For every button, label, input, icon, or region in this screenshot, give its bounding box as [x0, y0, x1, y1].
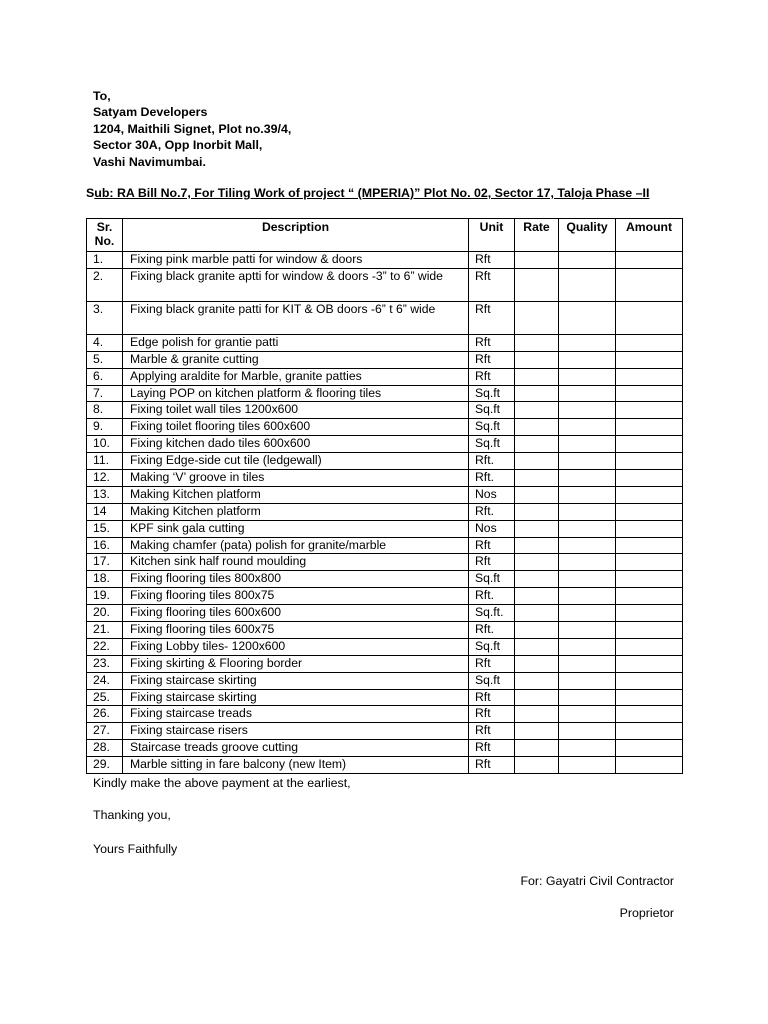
table-row — [87, 520, 683, 537]
row-description: Fixing toilet flooring tiles 600x600 — [123, 419, 469, 436]
bill-table — [86, 218, 683, 774]
row-quality — [559, 419, 616, 436]
row-amount — [616, 706, 683, 723]
row-unit: Rft. — [469, 470, 515, 487]
row-description: Staircase treads groove cutting — [123, 740, 469, 757]
row-quality — [559, 351, 616, 368]
row-description: Fixing staircase treads — [123, 706, 469, 723]
row-rate — [515, 588, 559, 605]
row-sr-no: 2. — [87, 268, 123, 301]
row-quality — [559, 503, 616, 520]
row-sr-no: 28. — [87, 740, 123, 757]
row-description: Fixing Edge-side cut tile (ledgewall) — [123, 453, 469, 470]
table-row — [87, 689, 683, 706]
table-row — [87, 740, 683, 757]
row-amount — [616, 605, 683, 622]
row-quality — [559, 588, 616, 605]
row-description: Fixing skirting & Flooring border — [123, 655, 469, 672]
row-unit: Rft — [469, 252, 515, 269]
row-quality — [559, 301, 616, 334]
address-line-company: Satyam Developers — [93, 105, 208, 120]
row-sr-no: 26. — [87, 706, 123, 723]
row-description: Fixing Lobby tiles- 1200x600 — [123, 638, 469, 655]
row-description: Applying araldite for Marble, granite patties — [123, 368, 469, 385]
row-sr-no: 11. — [87, 453, 123, 470]
table-row — [87, 537, 683, 554]
row-amount — [616, 622, 683, 639]
row-description: Fixing staircase skirting — [123, 689, 469, 706]
row-quality — [559, 436, 616, 453]
header-sr-label: Sr. — [96, 220, 113, 234]
row-sr-no: 10. — [87, 436, 123, 453]
row-description: Fixing kitchen dado tiles 600x600 — [123, 436, 469, 453]
row-sr-no: 22. — [87, 638, 123, 655]
row-description: Edge polish for grantie patti — [123, 334, 469, 351]
row-amount — [616, 419, 683, 436]
header-no-label: No. — [94, 234, 115, 248]
table-row — [87, 351, 683, 368]
row-sr-no: 12. — [87, 470, 123, 487]
row-unit: Rft — [469, 740, 515, 757]
row-amount — [616, 470, 683, 487]
row-quality — [559, 689, 616, 706]
row-amount — [616, 252, 683, 269]
row-rate — [515, 453, 559, 470]
row-amount — [616, 351, 683, 368]
row-quality — [559, 368, 616, 385]
row-unit: Rft — [469, 301, 515, 334]
salutation: To, — [93, 89, 111, 103]
row-rate — [515, 554, 559, 571]
row-rate — [515, 672, 559, 689]
row-description: Marble & granite cutting — [123, 351, 469, 368]
row-amount — [616, 301, 683, 334]
row-amount — [616, 689, 683, 706]
table-row — [87, 334, 683, 351]
row-amount — [616, 520, 683, 537]
header-row — [87, 219, 683, 252]
row-description: Fixing flooring tiles 600x600 — [123, 605, 469, 622]
row-description: Fixing pink marble patti for window & doors — [123, 252, 469, 269]
row-quality — [559, 655, 616, 672]
row-unit: Rft. — [469, 588, 515, 605]
row-amount — [616, 368, 683, 385]
row-rate — [515, 351, 559, 368]
table-row — [87, 436, 683, 453]
designation: Proprietor — [619, 906, 674, 920]
table-row — [87, 588, 683, 605]
table-row — [87, 268, 683, 301]
header-unit: Unit — [469, 219, 515, 252]
row-quality — [559, 622, 616, 639]
table-row — [87, 385, 683, 402]
recipient-address — [93, 88, 291, 170]
table-row — [87, 571, 683, 588]
row-amount — [616, 334, 683, 351]
row-sr-no: 13. — [87, 486, 123, 503]
row-sr-no: 5. — [87, 351, 123, 368]
header-sr-no — [87, 219, 123, 252]
row-unit: Sq.ft — [469, 571, 515, 588]
row-rate — [515, 503, 559, 520]
row-rate — [515, 655, 559, 672]
row-rate — [515, 571, 559, 588]
table-row — [87, 723, 683, 740]
row-rate — [515, 723, 559, 740]
row-description: KPF sink gala cutting — [123, 520, 469, 537]
row-unit: Rft — [469, 706, 515, 723]
row-amount — [616, 554, 683, 571]
row-sr-no: 1. — [87, 252, 123, 269]
row-unit: Rft — [469, 368, 515, 385]
payment-request: Kindly make the above payment at the earliest, — [93, 776, 351, 790]
row-unit: Rft — [469, 351, 515, 368]
row-quality — [559, 571, 616, 588]
row-quality — [559, 268, 616, 301]
row-rate — [515, 402, 559, 419]
row-quality — [559, 672, 616, 689]
thanking-line: Thanking you, — [93, 808, 171, 822]
row-sr-no: 19. — [87, 588, 123, 605]
row-amount — [616, 638, 683, 655]
row-quality — [559, 638, 616, 655]
row-description: Fixing black granite patti for KIT & OB doors -6” t 6” wide — [123, 301, 469, 334]
row-rate — [515, 486, 559, 503]
row-amount — [616, 672, 683, 689]
row-unit: Sq.ft — [469, 672, 515, 689]
row-amount — [616, 486, 683, 503]
row-quality — [559, 402, 616, 419]
row-quality — [559, 453, 616, 470]
row-quality — [559, 486, 616, 503]
row-amount — [616, 740, 683, 757]
subject-prefix: S — [86, 186, 95, 200]
table-row — [87, 453, 683, 470]
header-description: Description — [123, 219, 469, 252]
table-row — [87, 368, 683, 385]
row-rate — [515, 537, 559, 554]
row-amount — [616, 723, 683, 740]
row-quality — [559, 554, 616, 571]
row-unit: Rft — [469, 655, 515, 672]
row-rate — [515, 385, 559, 402]
row-description: Fixing flooring tiles 600x75 — [123, 622, 469, 639]
row-description: Fixing toilet wall tiles 1200x600 — [123, 402, 469, 419]
row-amount — [616, 385, 683, 402]
row-sr-no: 6. — [87, 368, 123, 385]
row-unit: Rft — [469, 268, 515, 301]
row-unit: Rft — [469, 723, 515, 740]
row-amount — [616, 436, 683, 453]
row-rate — [515, 740, 559, 757]
row-unit: Rft — [469, 757, 515, 774]
row-amount — [616, 402, 683, 419]
table-row — [87, 554, 683, 571]
row-sr-no: 4. — [87, 334, 123, 351]
table-row — [87, 470, 683, 487]
row-sr-no: 18. — [87, 571, 123, 588]
header-amount: Amount — [616, 219, 683, 252]
row-amount — [616, 453, 683, 470]
table-row — [87, 655, 683, 672]
table-row — [87, 252, 683, 269]
table-row — [87, 706, 683, 723]
row-quality — [559, 252, 616, 269]
row-unit: Sq.ft — [469, 638, 515, 655]
row-description: Making chamfer (pata) polish for granite/marble — [123, 537, 469, 554]
row-sr-no: 20. — [87, 605, 123, 622]
row-rate — [515, 252, 559, 269]
row-sr-no: 29. — [87, 757, 123, 774]
row-amount — [616, 571, 683, 588]
row-quality — [559, 520, 616, 537]
row-rate — [515, 638, 559, 655]
row-sr-no: 8. — [87, 402, 123, 419]
row-rate — [515, 419, 559, 436]
row-quality — [559, 757, 616, 774]
row-sr-no: 25. — [87, 689, 123, 706]
table-row — [87, 605, 683, 622]
row-rate — [515, 436, 559, 453]
row-quality — [559, 740, 616, 757]
row-unit: Rft. — [469, 503, 515, 520]
row-amount — [616, 757, 683, 774]
row-unit: Rft — [469, 554, 515, 571]
row-sr-no: 21. — [87, 622, 123, 639]
row-rate — [515, 622, 559, 639]
row-unit: Rft — [469, 537, 515, 554]
row-sr-no: 27. — [87, 723, 123, 740]
table-row — [87, 638, 683, 655]
row-quality — [559, 385, 616, 402]
table-row — [87, 419, 683, 436]
row-unit: Sq.ft. — [469, 605, 515, 622]
row-description: Making Kitchen platform — [123, 486, 469, 503]
row-rate — [515, 368, 559, 385]
row-sr-no: 23. — [87, 655, 123, 672]
header-rate: Rate — [515, 219, 559, 252]
row-sr-no: 17. — [87, 554, 123, 571]
row-quality — [559, 334, 616, 351]
row-unit: Sq.ft — [469, 436, 515, 453]
header-quality: Quality — [559, 219, 616, 252]
row-rate — [515, 268, 559, 301]
row-sr-no: 14 — [87, 503, 123, 520]
table-row — [87, 301, 683, 334]
row-rate — [515, 470, 559, 487]
row-amount — [616, 503, 683, 520]
row-unit: Rft — [469, 689, 515, 706]
for-contractor: For: Gayatri Civil Contractor — [520, 874, 674, 888]
row-rate — [515, 689, 559, 706]
table-row — [87, 757, 683, 774]
row-description: Marble sitting in fare balcony (new Item) — [123, 757, 469, 774]
row-rate — [515, 706, 559, 723]
table-row — [87, 622, 683, 639]
address-line-city: Vashi Navimumbai. — [93, 154, 206, 169]
row-rate — [515, 520, 559, 537]
row-amount — [616, 537, 683, 554]
row-sr-no: 9. — [87, 419, 123, 436]
row-description: Making ‘V’ groove in tiles — [123, 470, 469, 487]
row-unit: Rft. — [469, 622, 515, 639]
row-description: Fixing staircase risers — [123, 723, 469, 740]
row-sr-no: 3. — [87, 301, 123, 334]
table-row — [87, 486, 683, 503]
row-unit: Nos — [469, 520, 515, 537]
row-rate — [515, 334, 559, 351]
row-sr-no: 24. — [87, 672, 123, 689]
row-amount — [616, 655, 683, 672]
row-description: Laying POP on kitchen platform & flooring tiles — [123, 385, 469, 402]
address-line-sector: Sector 30A, Opp Inorbit Mall, — [93, 138, 263, 153]
row-unit: Rft. — [469, 453, 515, 470]
row-quality — [559, 537, 616, 554]
row-quality — [559, 470, 616, 487]
row-unit: Sq.ft — [469, 385, 515, 402]
row-sr-no: 16. — [87, 537, 123, 554]
row-description: Making Kitchen platform — [123, 503, 469, 520]
bill-table-header — [87, 219, 683, 252]
yours-faithfully: Yours Faithfully — [93, 842, 178, 856]
address-line-building: 1204, Maithili Signet, Plot no.39/4, — [93, 121, 292, 136]
row-rate — [515, 757, 559, 774]
row-unit: Rft — [469, 334, 515, 351]
row-amount — [616, 268, 683, 301]
row-description: Fixing staircase skirting — [123, 672, 469, 689]
table-row — [87, 672, 683, 689]
row-unit: Nos — [469, 486, 515, 503]
row-quality — [559, 723, 616, 740]
row-sr-no: 7. — [87, 385, 123, 402]
row-unit: Sq.ft — [469, 419, 515, 436]
row-rate — [515, 605, 559, 622]
table-row — [87, 402, 683, 419]
subject-line — [86, 186, 649, 200]
row-amount — [616, 588, 683, 605]
subject-text: ub: RA Bill No.7, For Tiling Work of project “ (MPERIA)” Plot No. 02, Sector 17, Taloja Phase –II — [94, 186, 650, 200]
table-row — [87, 503, 683, 520]
row-description: Kitchen sink half round moulding — [123, 554, 469, 571]
row-sr-no: 15. — [87, 520, 123, 537]
row-description: Fixing black granite aptti for window & doors -3” to 6” wide — [123, 268, 469, 301]
row-unit: Sq.ft — [469, 402, 515, 419]
row-quality — [559, 605, 616, 622]
row-quality — [559, 706, 616, 723]
row-rate — [515, 301, 559, 334]
row-description: Fixing flooring tiles 800x75 — [123, 588, 469, 605]
bill-table-body — [87, 252, 683, 774]
row-description: Fixing flooring tiles 800x800 — [123, 571, 469, 588]
